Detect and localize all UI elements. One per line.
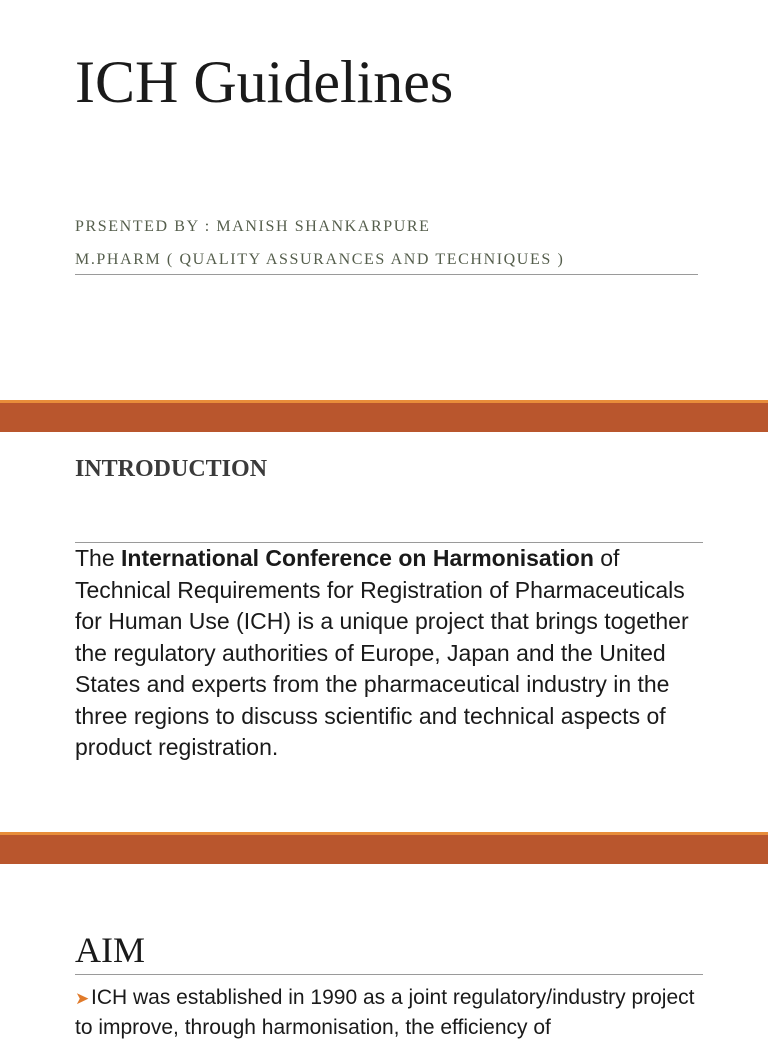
presenter-line: PRSENTED BY : MANISH SHANKARPURE (75, 218, 431, 235)
aim-slide (0, 864, 768, 1039)
degree-line: M.PHARM ( QUALITY ASSURANCES AND TECHNIQUES ) (75, 251, 565, 268)
introduction-lead-text: The (75, 545, 122, 571)
slide-title: ICH Guidelines (75, 49, 454, 115)
introduction-bold-text: International Conference on Harmonisation (121, 545, 594, 571)
title-slide (0, 0, 768, 400)
aim-heading: AIM (75, 930, 145, 970)
introduction-slide (0, 432, 768, 832)
introduction-paragraph (75, 543, 715, 764)
aim-bullet-text: ICH was established in 1990 as a joint regulatory/industry project to improve, through harmonisation, the efficiency of (75, 986, 695, 1039)
introduction-heading: INTRODUCTION (75, 456, 268, 482)
aim-divider (75, 974, 703, 975)
slide-separator-band (0, 832, 768, 864)
slide-separator-band (0, 400, 768, 432)
title-divider (75, 274, 698, 275)
arrow-bullet-icon: ➤ (75, 989, 90, 1008)
introduction-rest-text: of Technical Requirements for Registration of Pharmaceuticals for Human Use (ICH) is a unique project that brings together the regulatory authorities of Europe, Japan and the United States and experts from the pharmaceutical industry in the three regions to discuss scientific and technical aspects of product registration. (75, 545, 689, 760)
aim-bullet-item (75, 983, 700, 1042)
